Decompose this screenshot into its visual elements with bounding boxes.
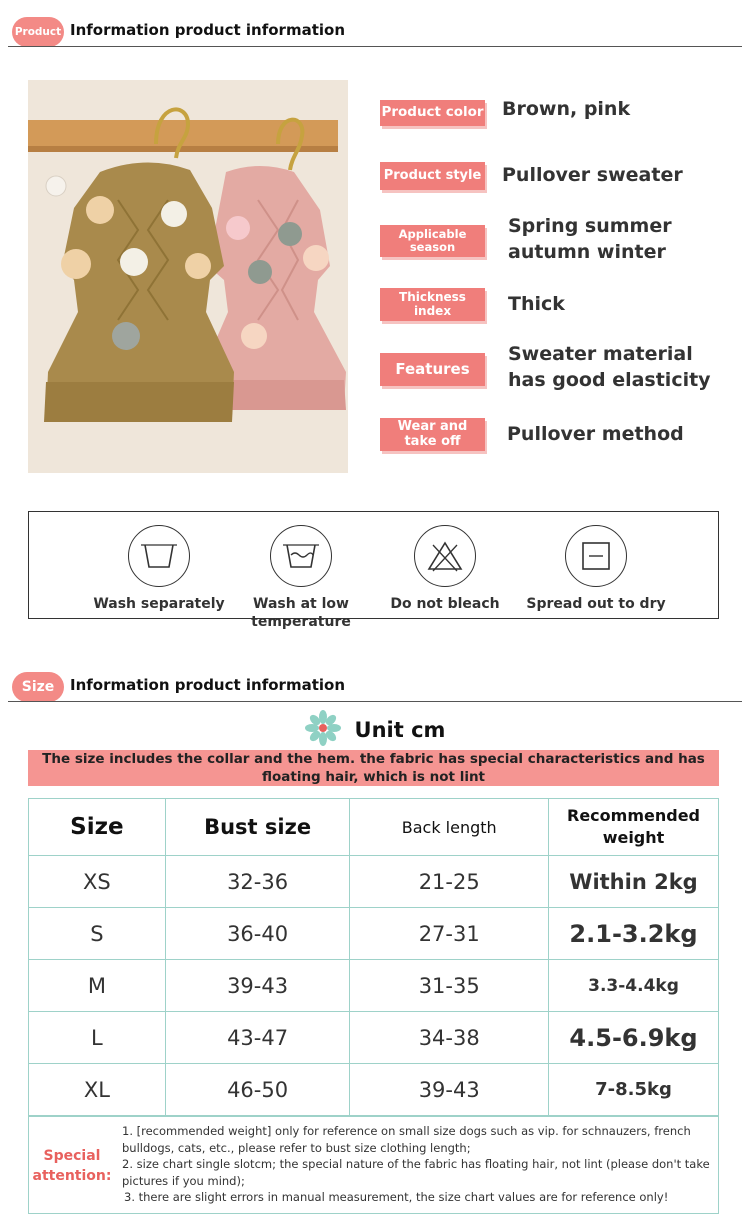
care-label: Spread out to dry: [526, 596, 666, 612]
table-cell: 34-38: [350, 1012, 549, 1064]
table-header: Bust size: [165, 799, 350, 856]
header-divider: [8, 701, 742, 702]
table-header: Back length: [350, 799, 549, 856]
table-cell: 27-31: [350, 908, 549, 960]
flower-icon: [305, 710, 341, 750]
care-wash-separately: [84, 512, 234, 613]
table-cell: Within 2kg: [549, 856, 719, 908]
attr-value: Thick: [508, 293, 565, 315]
attr-value: Spring summer autumn winter: [508, 215, 672, 263]
table-cell: XL: [29, 1064, 166, 1116]
care-label: Wash separately: [93, 596, 225, 612]
note-item: 3. there are slight errors in manual measurement, the size chart values are for reference only!: [124, 1190, 669, 1204]
table-cell: 7-8.5kg: [549, 1064, 719, 1116]
table-cell: S: [29, 908, 166, 960]
flat-dry-icon: [565, 525, 627, 587]
care-instructions: [28, 511, 719, 630]
attr-value: Brown, pink: [502, 98, 631, 120]
special-attention-notes: [122, 1123, 718, 1206]
size-section-title: Information product information: [70, 676, 345, 694]
table-cell: 36-40: [165, 908, 350, 960]
attr-value: Pullover method: [507, 423, 684, 445]
attr-tag: Thickness index: [380, 288, 485, 321]
low-temp-wash-icon: [270, 525, 332, 587]
table-header-row: [29, 799, 719, 856]
unit-label: Unit cm: [354, 718, 446, 742]
attr-tag: Applicable season: [380, 225, 485, 257]
care-flat-dry: [521, 512, 671, 613]
table-cell: L: [29, 1012, 166, 1064]
care-label: Do not bleach: [390, 596, 500, 612]
no-bleach-icon: [414, 525, 476, 587]
table-cell: 39-43: [165, 960, 350, 1012]
table-cell: 46-50: [165, 1064, 350, 1116]
table-cell: 4.5-6.9kg: [549, 1012, 719, 1064]
care-no-bleach: [370, 512, 520, 613]
product-section-header: [0, 17, 742, 47]
product-section-title: Information product information: [70, 21, 345, 39]
table-cell: 2.1-3.2kg: [549, 908, 719, 960]
note-item: 2. size chart single slotcm; the special nature of the fabric has floating hair, not lint (please don't take pictures if you mind);: [122, 1157, 710, 1188]
attr-tag: Product color: [380, 100, 485, 126]
table-row: [29, 908, 719, 960]
table-row: [29, 1064, 719, 1116]
note-item: 1. [recommended weight] only for reference on small size dogs such as vip. for schnauzers, french bulldogs, cats, etc., please refer to bust size clothing length;: [122, 1124, 691, 1155]
table-row: [29, 960, 719, 1012]
special-attention-label: Special attention:: [32, 1148, 112, 1184]
unit-row: [0, 712, 750, 748]
attr-tag: Features: [380, 353, 485, 386]
product-photo: [28, 80, 348, 473]
wash-separately-icon: [128, 525, 190, 587]
table-cell: XS: [29, 856, 166, 908]
care-low-temp: [226, 512, 376, 631]
table-cell: 21-25: [350, 856, 549, 908]
care-label: Wash at low temperature: [251, 596, 351, 630]
table-cell: 43-47: [165, 1012, 350, 1064]
size-badge: Size: [12, 672, 64, 702]
table-cell: 31-35: [350, 960, 549, 1012]
special-attention: [28, 1116, 719, 1214]
table-cell: 39-43: [350, 1064, 549, 1116]
table-header: Recommended weight: [549, 799, 719, 856]
table-row: [29, 856, 719, 908]
attr-tag: Wear and take off: [380, 418, 485, 451]
attr-value: Pullover sweater: [502, 164, 683, 186]
header-divider: [8, 46, 742, 47]
table-header: Size: [29, 799, 166, 856]
table-cell: 32-36: [165, 856, 350, 908]
table-cell: 3.3-4.4kg: [549, 960, 719, 1012]
size-section-header: [0, 672, 742, 702]
size-notice: The size includes the collar and the hem. the fabric has special characteristics and has floating hair, which is not lint: [28, 750, 719, 786]
size-table: [28, 798, 719, 1116]
table-row: [29, 1012, 719, 1064]
product-badge: Product: [12, 17, 64, 47]
attr-value: Sweater material has good elasticity: [508, 343, 711, 391]
attr-tag: Product style: [380, 162, 485, 190]
table-cell: M: [29, 960, 166, 1012]
